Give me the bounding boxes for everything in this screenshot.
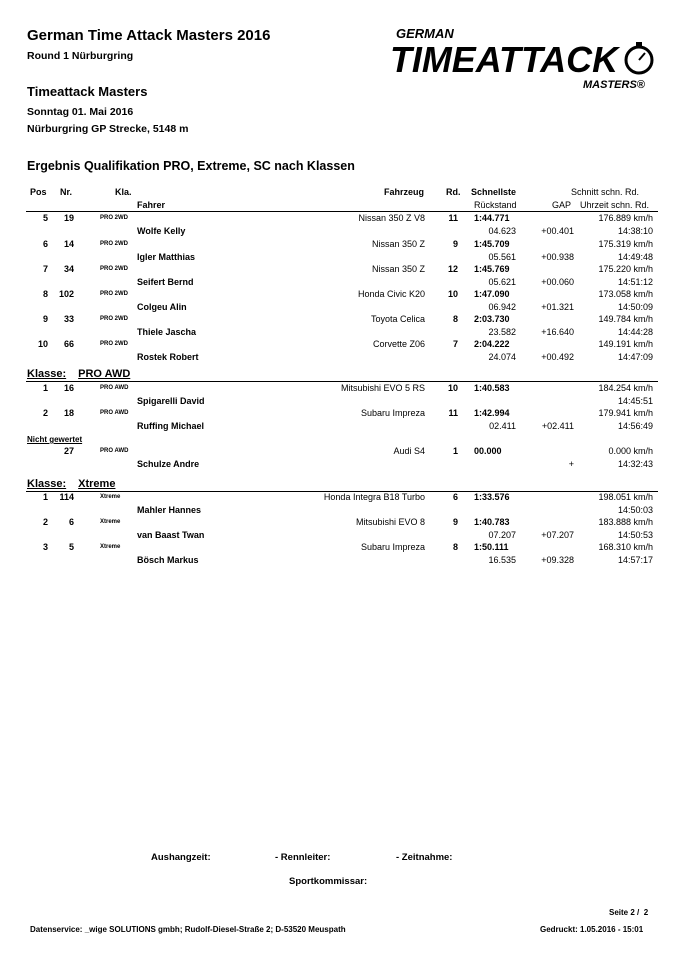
gap: +00.938 (541, 252, 574, 262)
lap-time-of-day: 14:44:28 (617, 327, 653, 337)
col-diff: Rückstand (474, 200, 517, 210)
best-lap: 1:45.769 (474, 264, 510, 274)
event-date: Sonntag 01. Mai 2016 (27, 106, 134, 118)
driver-name: Igler Matthias (137, 252, 196, 262)
vehicle: Subaru Impreza (360, 542, 425, 552)
position: 8 (42, 289, 48, 299)
col-rd: Rd. (446, 187, 461, 197)
best-lap: 2:04.222 (474, 339, 510, 349)
page-label: Seite 2 / (609, 908, 640, 917)
driver-name: Thiele Jascha (137, 327, 197, 337)
steward-label: Sportkommissar: (289, 876, 368, 887)
lap-count: 8 (452, 542, 458, 552)
table-row (0, 264, 679, 290)
gap: +16.640 (541, 327, 574, 337)
lap-time-of-day: 14:32:43 (617, 459, 653, 469)
lap-count: 11 (448, 408, 458, 418)
avg-speed: 168.310 km/h (598, 542, 653, 552)
table-row (0, 213, 679, 239)
lap-time-of-day: 14:50:53 (617, 530, 653, 540)
class-tag: PRO AWD (100, 385, 129, 391)
posting-time-label: Aushangzeit: (151, 852, 211, 863)
gap: +00.492 (541, 352, 574, 362)
page-total: 2 (643, 908, 649, 917)
time-behind: 16.535 (488, 555, 516, 565)
lap-count: 1 (452, 446, 458, 456)
car-number: 19 (63, 213, 74, 223)
round-label: Round 1 Nürburgring (27, 50, 134, 62)
car-number: 14 (63, 239, 74, 249)
gap: +07.207 (541, 530, 574, 540)
vehicle: Honda Civic K20 (357, 289, 425, 299)
col-time: Uhrzeit schn. Rd. (580, 200, 650, 210)
car-number: 114 (59, 492, 74, 502)
time-behind: 24.074 (488, 352, 516, 362)
best-lap: 00.000 (474, 446, 502, 456)
lap-time-of-day: 14:50:09 (617, 302, 653, 312)
car-number: 6 (68, 517, 74, 527)
class-tag: PRO AWD (100, 448, 129, 454)
best-lap: 1:33.576 (474, 492, 510, 502)
avg-speed: 149.191 km/h (598, 339, 653, 349)
car-number: 16 (63, 383, 74, 393)
driver-name: Bösch Markus (137, 555, 199, 565)
timing-label: - Zeitnahme: (396, 852, 453, 863)
vehicle: Toyota Celica (370, 314, 425, 324)
class-tag: PRO 2WD (100, 241, 129, 247)
vehicle: Audi S4 (393, 446, 425, 456)
not-classified-label: Nicht gewertet (27, 435, 83, 444)
logo-bottom-text: MASTERS® (583, 79, 645, 91)
vehicle: Mitsubishi EVO 5 RS (340, 383, 425, 393)
position: 6 (42, 239, 48, 249)
race-director-label: - Rennleiter: (275, 852, 331, 863)
time-behind: 02.411 (489, 421, 516, 431)
avg-speed: 179.941 km/h (598, 408, 653, 418)
print-timestamp: Gedruckt: 1.05.2016 - 15:01 (540, 925, 644, 934)
car-number: 102 (58, 289, 74, 299)
logo-top-text: GERMAN (396, 26, 454, 41)
lap-time-of-day: 14:56:49 (617, 421, 653, 431)
driver-name: Ruffing Michael (137, 421, 204, 431)
table-row (0, 383, 679, 409)
class-label: Klasse: (27, 368, 67, 380)
class-divider (26, 381, 658, 382)
avg-speed: 0.000 km/h (608, 446, 653, 456)
car-number: 18 (63, 408, 74, 418)
table-row (0, 446, 679, 472)
lap-count: 8 (452, 314, 458, 324)
table-row (0, 408, 679, 434)
best-lap: 1:40.783 (474, 517, 510, 527)
table-row (0, 339, 679, 365)
header-divider (26, 211, 658, 212)
car-number: 5 (68, 542, 74, 552)
gap: +09.328 (541, 555, 574, 565)
gap: +02.411 (541, 421, 574, 431)
class-name: Xtreme (78, 478, 116, 490)
class-header-xtreme (27, 478, 115, 490)
vehicle: Nissan 350 Z (371, 264, 425, 274)
col-speed: Schnitt schn. Rd. (571, 187, 640, 197)
best-lap: 1:45.709 (474, 239, 510, 249)
result-title: Ergebnis Qualifikation PRO, Extreme, SC nach Klassen (27, 159, 355, 173)
class-tag: PRO AWD (100, 410, 129, 416)
best-lap: 1:44.771 (474, 213, 510, 223)
vehicle: Subaru Impreza (360, 408, 425, 418)
driver-name: Rostek Robert (137, 352, 199, 362)
time-attack-logo (390, 24, 660, 92)
class-tag: PRO 2WD (100, 316, 129, 322)
best-lap: 2:03.730 (474, 314, 510, 324)
data-service-info: Datenservice: _wige SOLUTIONS gmbh; Rudolf-Diesel-Straße 2; D-53520 Meuspath (30, 925, 346, 934)
col-gap: GAP (552, 200, 572, 210)
lap-count: 7 (452, 339, 458, 349)
driver-name: Mahler Hannes (137, 505, 202, 515)
position: 10 (37, 339, 48, 349)
position: 3 (42, 542, 48, 552)
car-number: 33 (63, 314, 74, 324)
stopwatch-icon (626, 42, 652, 73)
best-lap: 1:50.111 (474, 542, 509, 552)
lap-time-of-day: 14:49:48 (617, 252, 653, 262)
class-header-pro-awd (27, 368, 130, 380)
lap-count: 11 (448, 213, 458, 223)
position: 2 (42, 517, 48, 527)
gap: + (568, 459, 574, 469)
avg-speed: 175.220 km/h (598, 264, 653, 274)
class-tag: Xtreme (100, 544, 121, 550)
best-lap: 1:40.583 (474, 383, 510, 393)
class-tag: PRO 2WD (100, 215, 129, 221)
time-behind: 06.942 (488, 302, 516, 312)
lap-count: 10 (447, 289, 458, 299)
table-row (0, 289, 679, 315)
car-number: 27 (63, 446, 74, 456)
avg-speed: 184.254 km/h (598, 383, 653, 393)
lap-time-of-day: 14:57:17 (617, 555, 653, 565)
driver-name: Colgeu Alin (137, 302, 187, 312)
gap: +00.060 (541, 277, 574, 287)
lap-count: 10 (447, 383, 458, 393)
car-number: 66 (63, 339, 74, 349)
time-behind: 05.621 (488, 277, 516, 287)
class-name: PRO AWD (78, 368, 131, 380)
avg-speed: 149.784 km/h (598, 314, 653, 324)
lap-time-of-day: 14:45:51 (617, 396, 653, 406)
table-row (0, 517, 679, 543)
class-label: Klasse: (27, 478, 67, 490)
class-tag: PRO 2WD (100, 291, 129, 297)
time-behind: 23.582 (488, 327, 516, 337)
gap: +00.401 (541, 226, 574, 236)
time-behind: 05.561 (488, 252, 516, 262)
position: 9 (42, 314, 48, 324)
best-lap: 1:47.090 (474, 289, 510, 299)
driver-name: Wolfe Kelly (137, 226, 186, 236)
lap-count: 12 (447, 264, 458, 274)
vehicle: Honda Integra B18 Turbo (323, 492, 425, 502)
avg-speed: 176.889 km/h (598, 213, 653, 223)
driver-name: Spigarelli David (137, 396, 205, 406)
avg-speed: 198.051 km/h (598, 492, 653, 502)
lap-time-of-day: 14:38:10 (617, 226, 653, 236)
lap-time-of-day: 14:50:03 (617, 505, 653, 515)
position: 1 (42, 492, 48, 502)
lap-count: 9 (452, 517, 458, 527)
table-row (0, 492, 679, 518)
time-behind: 04.623 (488, 226, 516, 236)
avg-speed: 175.319 km/h (598, 239, 653, 249)
logo-main-text: TIMEATTACK (390, 39, 621, 80)
vehicle: Mitsubishi EVO 8 (355, 517, 425, 527)
class-tag: PRO 2WD (100, 341, 129, 347)
avg-speed: 173.058 km/h (598, 289, 653, 299)
table-row (0, 239, 679, 265)
driver-name: Seifert Bernd (137, 277, 194, 287)
lap-time-of-day: 14:51:12 (617, 277, 653, 287)
page-number (609, 908, 648, 917)
driver-name: van Baast Twan (137, 530, 205, 540)
gap: +01.321 (541, 302, 574, 312)
col-driver: Fahrer (137, 200, 166, 210)
col-best: Schnellste (471, 187, 517, 197)
position: 7 (42, 264, 48, 274)
time-behind: 07.207 (488, 530, 516, 540)
position: 5 (42, 213, 48, 223)
best-lap: 1:42.994 (474, 408, 510, 418)
avg-speed: 183.888 km/h (598, 517, 653, 527)
track-info: Nürburgring GP Strecke, 5148 m (27, 123, 189, 135)
class-tag: PRO 2WD (100, 266, 129, 272)
vehicle: Nissan 350 Z (371, 239, 425, 249)
driver-name: Schulze Andre (137, 459, 200, 469)
table-row (0, 314, 679, 340)
position: 1 (42, 383, 48, 393)
col-nr: Nr. (60, 187, 73, 197)
car-number: 34 (63, 264, 74, 274)
col-kla: Kla. (115, 187, 132, 197)
class-tag: Xtreme (100, 494, 121, 500)
page-title: German Time Attack Masters 2016 (27, 27, 271, 44)
lap-count: 6 (452, 492, 458, 502)
table-row (0, 542, 679, 568)
lap-count: 9 (452, 239, 458, 249)
col-vehicle: Fahrzeug (384, 187, 425, 197)
vehicle: Corvette Z06 (372, 339, 425, 349)
class-tag: Xtreme (100, 519, 121, 525)
vehicle: Nissan 350 Z V8 (358, 213, 425, 223)
position: 2 (42, 408, 48, 418)
col-pos: Pos (30, 187, 47, 197)
series-name: Timeattack Masters (27, 84, 148, 99)
lap-time-of-day: 14:47:09 (617, 352, 653, 362)
